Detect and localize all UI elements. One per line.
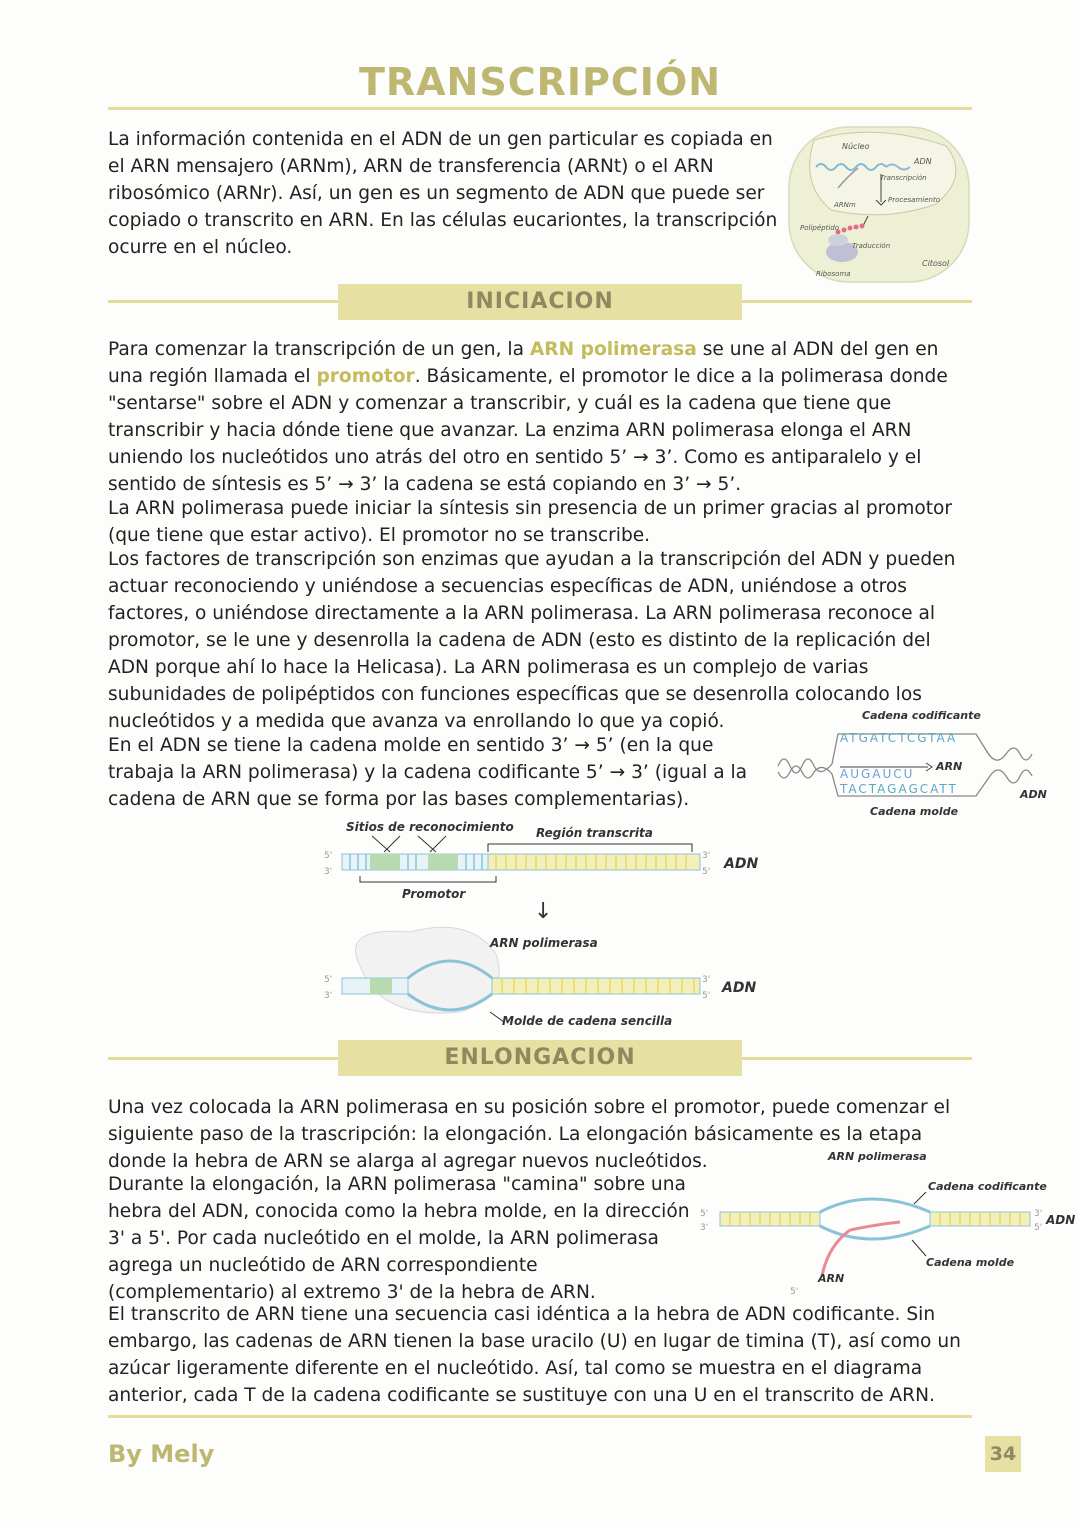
arn-label: ARN — [818, 1272, 845, 1285]
section1-paragraph-4: En el ADN se tiene la cadena molde en sentido 3’ → 5’ (en la que trabaja la ARN polimerasa) y la cadena codificante 5’ → 3’ (igual a la cadena de ARN que se forma por las bases complementarias). — [108, 735, 748, 810]
section2-heading: ENLONGACION — [338, 1040, 742, 1076]
ribosoma-label: Ribosoma — [816, 270, 851, 278]
footer-rule — [108, 1415, 972, 1418]
section1-paragraph-2: La ARN polimerasa puede iniciar la síntesis sin presencia de un primer gracias al promotor (que tiene que estar activo). El promotor no se transcribe. — [108, 498, 953, 546]
three-prime-right: 3' — [702, 851, 711, 861]
section1-paragraph-1: Para comenzar la transcripción de un gen, la ARN polimerasa se une al ADN del gen en una región llamada el promotor. Básicamente, el promotor le dice a la polimerasa donde "sentarse" sobre el ADN y comenzar a transcribir, y cuál es la cadena que tiene que transcribir y hacia dónde tiene que avanzar. La enzima ARN polimerasa elonga el ARN uniendo los nucleótidos uno atrás del otro en sentido 5’ → 3’. Como es antiparalelo y el sentido de síntesis es 5’ → 3’ la cadena se está copiando en 3’ → 5’. — [108, 339, 948, 495]
bottom-sequence: TACTAGAGCATT — [840, 782, 958, 796]
traduccion-label: Traducción — [852, 242, 891, 250]
author-signature: By Mely — [108, 1440, 215, 1468]
sitios-label: Sitios de reconocimiento — [346, 820, 514, 834]
molde-label: Cadena molde — [926, 1256, 1015, 1269]
five-prime-right: 5' — [1034, 1223, 1043, 1233]
five-prime-right: 5' — [702, 867, 711, 877]
title-rule — [108, 107, 972, 110]
three-prime-bottom: 3' — [324, 991, 333, 1001]
procesamiento-label: Procesamiento — [888, 196, 941, 204]
promoter-diagram — [320, 816, 780, 1032]
rna-sequence: AUGAUCU — [840, 767, 915, 781]
arn-polimerasa-highlight: ARN polimerasa — [529, 339, 697, 360]
three-prime-right-2: 3' — [702, 975, 711, 985]
transcripcion-label: Transcripción — [880, 174, 927, 182]
arnm-label: ARNm — [834, 201, 856, 209]
promotor-highlight: promotor — [316, 366, 415, 387]
three-prime-left: 3' — [700, 1223, 709, 1233]
polipeptido-label: Polipéptido — [800, 224, 840, 232]
page-title: TRANSCRIPCIÓN — [358, 60, 722, 104]
five-prime-bottom: 5' — [324, 975, 333, 985]
section1-paragraph-3: Los factores de transcripción son enzimas que ayudan a la transcripción del ADN y pueden actuar reconociendo y uniéndose a secuencias específicas de ADN, uniéndose a otros factores, o uniéndose directamente a la ARN polimerasa. La ARN polimerasa reconoce al promotor, se le une y desenrolla la cadena de ADN (esto es distinto de la replicación del ADN porque ahí lo hace la Helicasa). La ARN polimerasa es un complejo de varias subunidades de polipéptidos con funciones específicas que se desenrolla colocando los nucleótidos y a medida que avanza va enrollando lo que ya copió. — [108, 549, 956, 732]
molde-label: Cadena molde — [870, 805, 959, 818]
adn-label: ADN — [1046, 1213, 1076, 1227]
region-label: Región transcrita — [536, 826, 653, 840]
adn-label: ADN — [914, 157, 932, 166]
five-prime-right-2: 5' — [702, 991, 711, 1001]
promotor-label: Promotor — [402, 887, 466, 901]
section2-paragraph-1: Una vez colocada la ARN polimerasa en su posición sobre el promotor, puede comenzar el siguiente paso de la trascripción: la elongación. La elongación básicamente es la etapa donde la hebra de ARN se alarga al agregar nuevos nucleótidos. — [108, 1097, 951, 1172]
five-prime-left: 5' — [700, 1209, 709, 1219]
five-prime-top: 5' — [324, 851, 333, 861]
nucleo-label: Núcleo — [842, 142, 870, 151]
citosol-label: Citosol — [922, 259, 950, 268]
page-number: 34 — [985, 1436, 1021, 1472]
adn-label-bottom: ADN — [722, 980, 757, 996]
elongation-diagram — [700, 1146, 1080, 1298]
arn-pol-label: ARN polimerasa — [828, 1150, 927, 1163]
section2-paragraph-2: Durante la elongación, la ARN polimerasa "camina" sobre una hebra del ADN, conocida como la hebra molde, en la dirección 3' a 5'. Por cada nucleótido en el molde, la ARN polimerasa agrega un nucleótido de ARN correspondiente (complementario) al extremo 3' de la hebra de ARN. — [108, 1174, 690, 1303]
five-prime-rna: 5' — [790, 1287, 799, 1297]
section2-paragraph-3: El transcrito de ARN tiene una secuencia casi idéntica a la hebra de ADN codificante. Sin embargo, las cadenas de ARN tienen la base uracilo (U) en lugar de timina (T), así como un azúcar ligeramente diferente en el nucleótido. Así, tal como se muestra en el diagrama anterior, cada T de la cadena codificante se sustituye con una U en el transcrito de ARN. — [108, 1304, 961, 1406]
down-arrow: ↓ — [534, 899, 553, 924]
adn-label-top: ADN — [724, 856, 759, 872]
strand-diagram — [776, 704, 1066, 824]
adn-label: ADN — [1020, 788, 1047, 801]
three-prime-top: 3' — [324, 867, 333, 877]
cell-diagram — [786, 124, 972, 286]
arn-pol-label: ARN polimerasa — [490, 936, 598, 950]
codificante-label: Cadena codificante — [928, 1180, 1047, 1193]
codificante-label: Cadena codificante — [862, 709, 981, 722]
molde-sencilla-label: Molde de cadena sencilla — [502, 1014, 673, 1028]
top-sequence: ATGATCTCGTAA — [840, 731, 958, 745]
three-prime-right: 3' — [1034, 1209, 1043, 1219]
section1-heading: INICIACION — [338, 284, 742, 320]
arn-label: ARN — [936, 760, 963, 773]
intro-paragraph: La información contenida en el ADN de un gen particular es copiada en el ARN mensajero (ARNm), ARN de transferencia (ARNt) o el ARN ribosómico (ARNr). Así, un gen es un segmento de ADN que puede ser copiado o transcrito en ARN. En las células eucariontes, la transcripción ocurre en el núcleo. — [108, 129, 778, 258]
